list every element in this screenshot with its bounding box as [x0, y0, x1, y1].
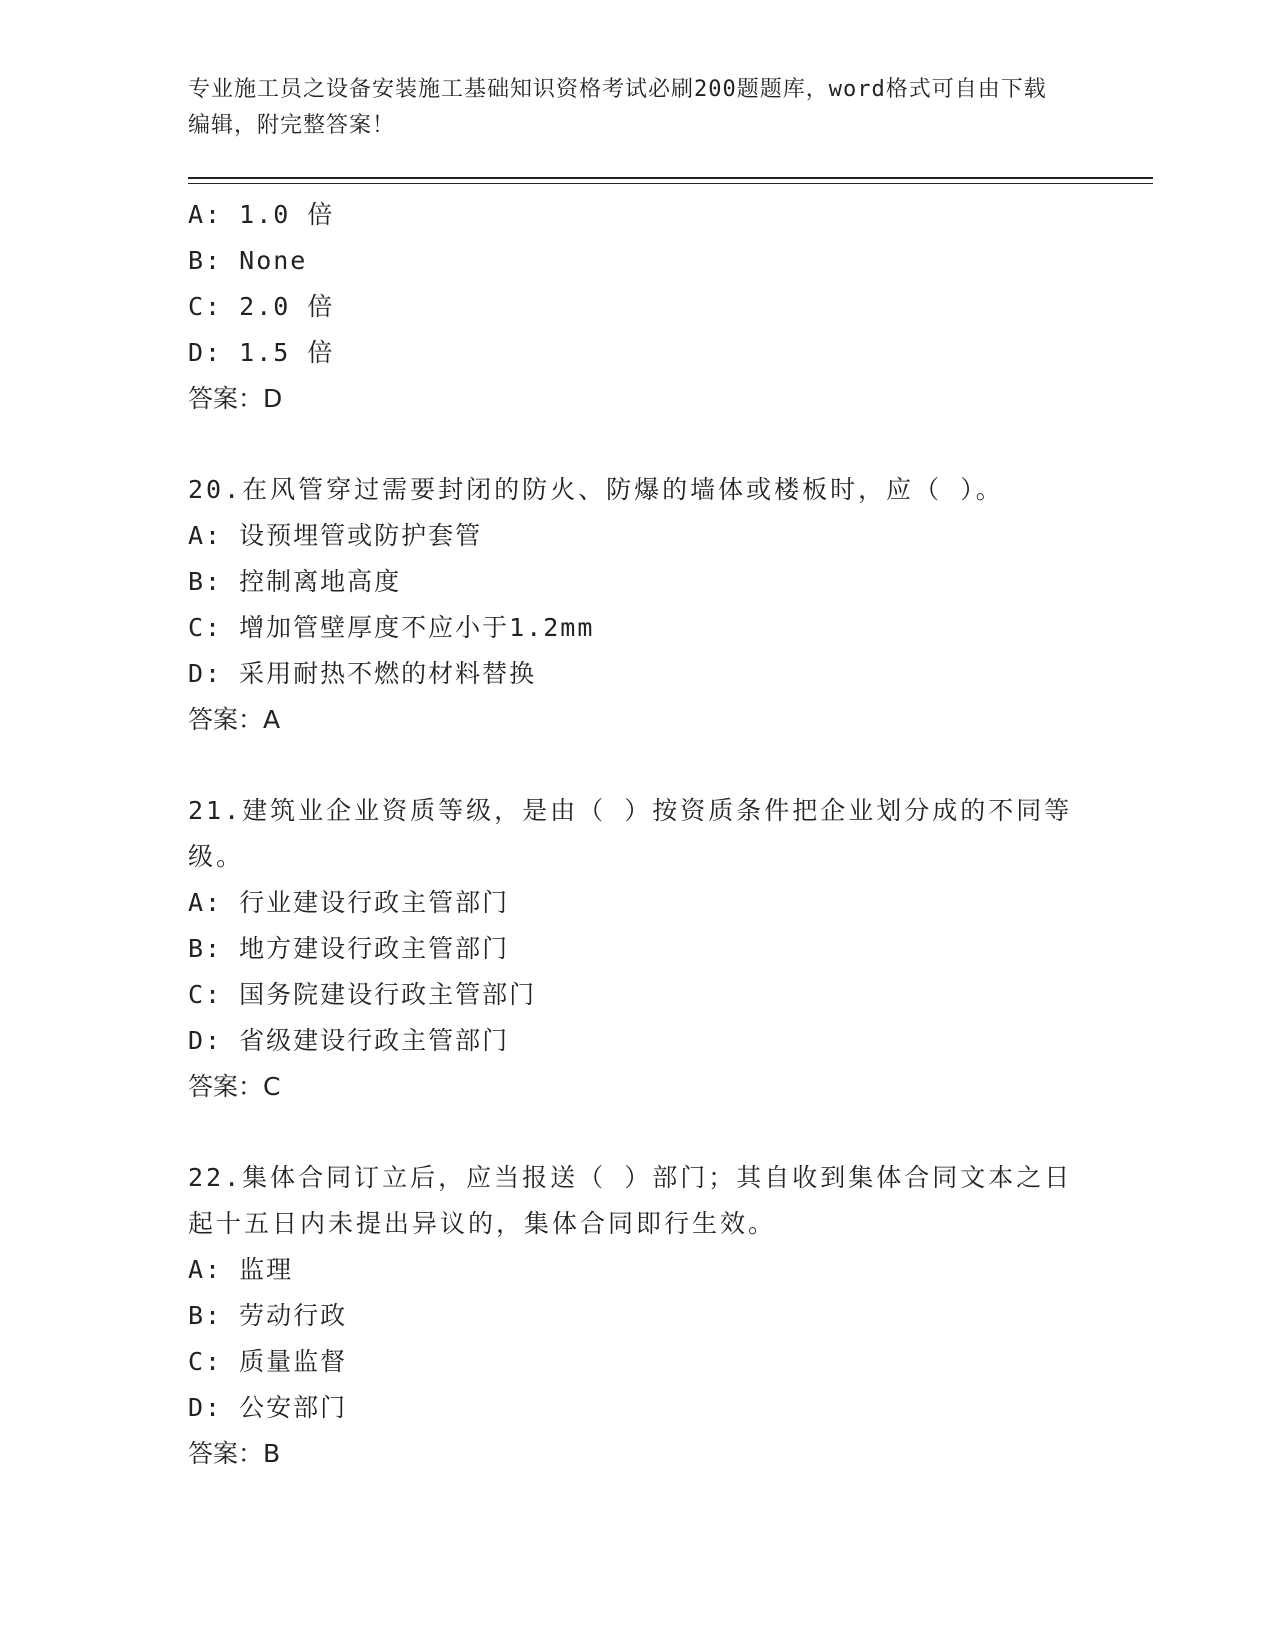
answer-line: 答案：C — [188, 1072, 281, 1101]
header-rule-thick — [188, 177, 1153, 179]
header-rule-thin — [188, 183, 1153, 184]
question-21 — [188, 788, 1088, 1110]
answer-line: 答案：A — [188, 705, 281, 734]
answer-line: 答案：D — [188, 384, 283, 413]
option-b: B: 控制离地高度 — [188, 567, 402, 596]
option-c: C: 2.0 倍 — [188, 292, 335, 321]
option-b: B: 劳动行政 — [188, 1301, 348, 1330]
option-d: D: 采用耐热不燃的材料替换 — [188, 659, 537, 688]
document-header: 专业施工员之设备安装施工基础知识资格考试必刷200题题库，word格式可自由下载编辑，附完整答案！ — [188, 77, 1047, 138]
question-20 — [188, 467, 1088, 743]
question-22 — [188, 1155, 1088, 1477]
option-a: A: 1.0 倍 — [188, 200, 335, 229]
option-b: B: 地方建设行政主管部门 — [188, 934, 510, 963]
option-d: D: 1.5 倍 — [188, 338, 335, 367]
question-stem: 22.集体合同订立后，应当报送（ ）部门；其自收到集体合同文本之日起十五日内未提出异议的，集体合同即行生效。 — [188, 1163, 1073, 1238]
question-fragment — [188, 192, 1088, 422]
question-stem: 20.在风管穿过需要封闭的防火、防爆的墙体或楼板时，应（ ）。 — [188, 475, 1004, 504]
question-stem: 21.建筑业企业资质等级，是由（ ）按资质条件把企业划分成的不同等级。 — [188, 796, 1073, 871]
option-a: A: 行业建设行政主管部门 — [188, 888, 510, 917]
option-c: C: 质量监督 — [188, 1347, 348, 1376]
option-a: A: 监理 — [188, 1255, 294, 1284]
option-c: C: 国务院建设行政主管部门 — [188, 980, 537, 1009]
option-b: B: None — [188, 246, 308, 275]
option-a: A: 设预埋管或防护套管 — [188, 521, 483, 550]
answer-line: 答案：B — [188, 1439, 281, 1468]
option-c: C: 增加管壁厚度不应小于1.2mm — [188, 613, 595, 642]
option-d: D: 公安部门 — [188, 1393, 348, 1422]
question-list — [188, 192, 1088, 1477]
option-d: D: 省级建设行政主管部门 — [188, 1026, 510, 1055]
